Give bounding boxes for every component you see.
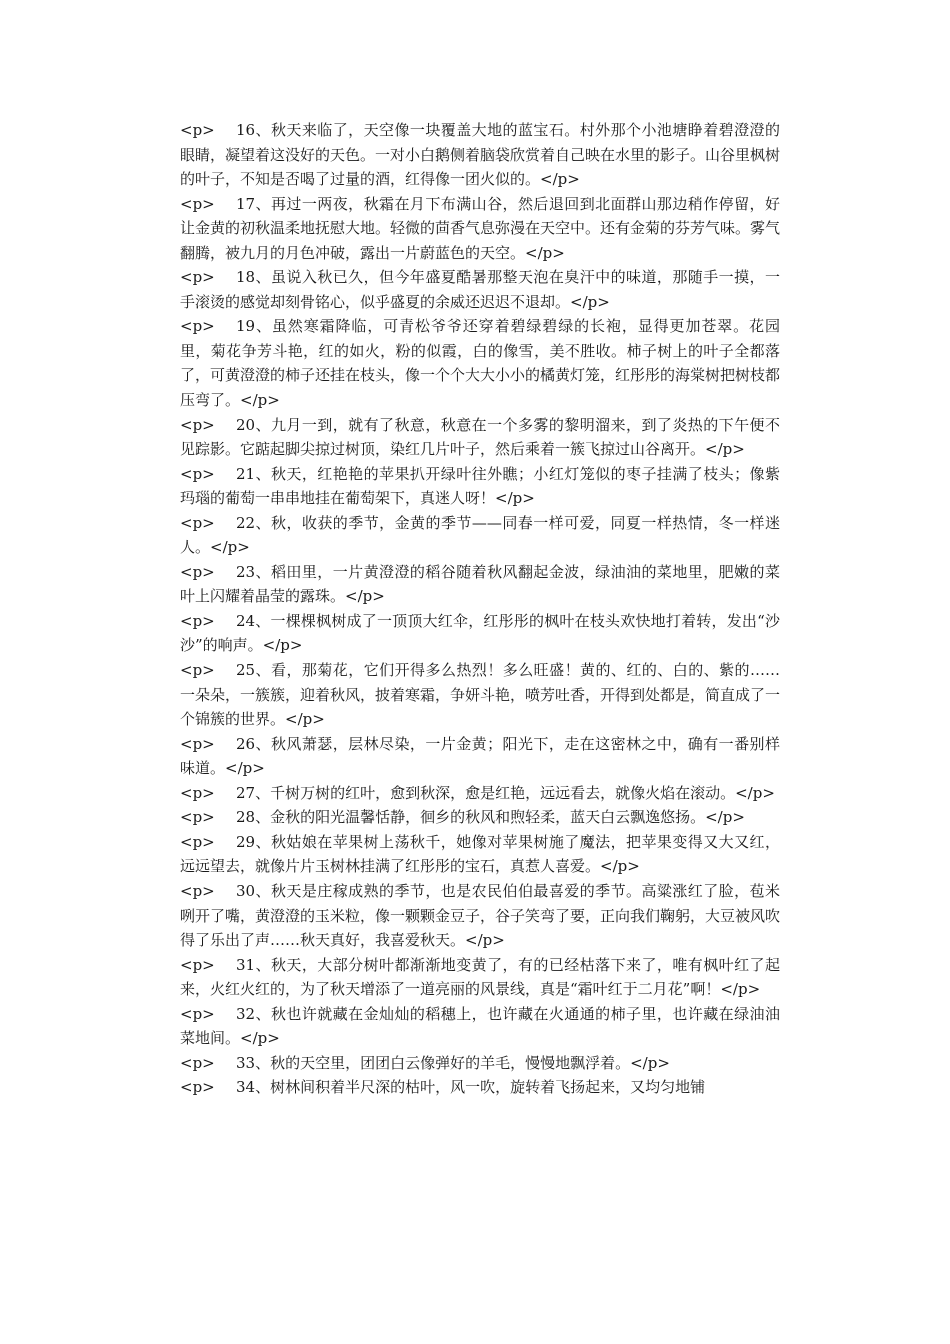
- paragraph-16: [180, 118, 780, 192]
- paragraph-text: 25、看，那菊花，它们开得多么热烈！多么旺盛！黄的、红的、白的、紫的……一朵朵，一簇簇，迎着秋风，披着寒霜，争妍斗艳，喷芳吐香，开得到处都是，简直成了一个锦簇的世界。</p>: [180, 661, 781, 729]
- paragraph-34: [180, 1075, 780, 1100]
- paragraph-open-tag: <p>: [180, 464, 215, 483]
- paragraph-open-tag: <p>: [180, 1004, 215, 1023]
- paragraph-19: [180, 314, 780, 412]
- paragraph-open-tag: <p>: [180, 808, 215, 827]
- paragraph-text: 31、秋天，大部分树叶都渐渐地变黄了，有的已经枯落下来了，唯有枫叶红了起来，火红火红的，为了秋天增添了一道亮丽的风景线，真是“霜叶红于二月花”啊！</p>: [180, 955, 780, 999]
- paragraph-31: [180, 953, 780, 1002]
- paragraph-text: 33、秋的天空里，团团白云像弹好的羊毛，慢慢地飘浮着。</p>: [236, 1053, 670, 1072]
- paragraph-23: [180, 560, 780, 609]
- paragraph-18: [180, 265, 780, 314]
- paragraph-open-tag: <p>: [180, 268, 215, 287]
- paragraph-text: 21、秋天，红艳艳的苹果扒开绿叶往外瞧；小红灯笼似的枣子挂满了枝头；像紫玛瑙的葡萄一串串地挂在葡萄架下，真迷人呀！</p>: [180, 464, 780, 508]
- paragraph-text: 27、千树万树的红叶，愈到秋深，愈是红艳，远远看去，就像火焰在滚动。</p>: [236, 783, 775, 802]
- paragraph-open-tag: <p>: [180, 611, 215, 630]
- paragraph-21: [180, 462, 780, 511]
- paragraph-text: 26、秋风萧瑟，层林尽染，一片金黄；阳光下，走在这密林之中，确有一番别样味道。</p>: [180, 734, 780, 778]
- paragraph-open-tag: <p>: [180, 832, 215, 851]
- paragraph-26: [180, 732, 780, 781]
- paragraph-text: 28、金秋的阳光温馨恬静，徊乡的秋风和煦轻柔，蓝天白云飘逸悠扬。</p>: [236, 808, 745, 827]
- paragraph-open-tag: <p>: [180, 955, 215, 974]
- paragraph-open-tag: <p>: [180, 415, 215, 434]
- paragraph-open-tag: <p>: [180, 317, 215, 336]
- paragraph-open-tag: <p>: [180, 562, 215, 581]
- paragraph-20: [180, 413, 780, 462]
- paragraph-text: 16、秋天来临了，天空像一块覆盖大地的蓝宝石。村外那个小池塘睁着碧澄澄的眼睛，凝望着这没好的天色。一对小白鹅侧着脑袋欣赏着自己映在水里的影子。山谷里枫树的叶子，不知是否喝了过量的酒，红得像一团火似的。</p>: [180, 121, 781, 189]
- paragraph-open-tag: <p>: [180, 661, 215, 680]
- paragraph-29: [180, 830, 780, 879]
- paragraph-text: 18、虽说入秋已久，但今年盛夏酷暑那整天泡在臭汗中的味道，那随手一摸，一手滚烫的感觉却刻骨铭心，似乎盛夏的余威还迟迟不退却。</p>: [180, 268, 780, 311]
- paragraph-open-tag: <p>: [180, 121, 215, 139]
- paragraph-open-tag: <p>: [180, 194, 215, 213]
- paragraph-text: 20、九月一到，就有了秋意，秋意在一个多雾的黎明溜来，到了炎热的下午便不见踪影。它踮起脚尖掠过树顶，染红几片叶子，然后乘着一簇飞掠过山谷离开。</p>: [180, 415, 780, 459]
- paragraph-33: [180, 1051, 780, 1076]
- paragraph-open-tag: <p>: [180, 1053, 215, 1072]
- paragraph-open-tag: <p>: [180, 513, 215, 532]
- paragraph-open-tag: <p>: [180, 783, 215, 802]
- paragraph-text: 34、树林间积着半尺深的枯叶，风一吹，旋转着飞扬起来，又均匀地铺: [236, 1078, 706, 1097]
- paragraph-text: 22、秋，收获的季节，金黄的季节——同春一样可爱，同夏一样热情，冬一样迷人。</p>: [180, 513, 780, 557]
- paragraph-text: 32、秋也许就藏在金灿灿的稻穗上，也许藏在火通通的柿子里，也许藏在绿油油菜地间。</p>: [180, 1004, 780, 1048]
- paragraph-24: [180, 609, 780, 658]
- paragraph-25: [180, 658, 780, 732]
- paragraph-17: [180, 192, 780, 266]
- paragraph-32: [180, 1002, 780, 1051]
- paragraph-text: 17、再过一两夜，秋霜在月下布满山谷，然后退回到北面群山那边稍作停留，好让金黄的初秋温柔地抚慰大地。轻微的茴香气息弥漫在天空中。还有金菊的芬芳气味。雾气翻腾，被九月的月色冲破，露出一片蔚蓝色的天空。</p>: [180, 194, 781, 262]
- paragraph-open-tag: <p>: [180, 881, 215, 900]
- paragraph-22: [180, 511, 780, 560]
- document-page: [180, 118, 780, 1100]
- paragraph-27: [180, 781, 780, 806]
- paragraph-30: [180, 879, 780, 953]
- paragraph-open-tag: <p>: [180, 734, 215, 753]
- paragraph-text: 19、虽然寒霜降临，可青松爷爷还穿着碧绿碧绿的长袍，显得更加苍翠。花园里，菊花争芳斗艳，红的如火，粉的似霞，白的像雪，美不胜收。柿子树上的叶子全都落了，可黄澄澄的柿子还挂在枝头，像一个个大大小小的橘黄灯笼，红彤彤的海棠树把树枝都压弯了。</p>: [180, 317, 781, 410]
- paragraph-text: 24、一棵棵枫树成了一顶顶大红伞，红彤彤的枫叶在枝头欢快地打着转，发出“沙沙”的响声。</p>: [180, 611, 780, 655]
- paragraph-text: 30、秋天是庄稼成熟的季节，也是农民伯伯最喜爱的季节。高粱涨红了脸，苞米咧开了嘴，黄澄澄的玉米粒，像一颗颗金豆子，谷子笑弯了要，正向我们鞠躬，大豆被风吹得了乐出了声……秋天真好，我喜爱秋天。</p>: [180, 881, 781, 950]
- paragraph-text: 23、稻田里，一片黄澄澄的稻谷随着秋风翻起金波，绿油油的菜地里，肥嫩的菜叶上闪耀着晶莹的露珠。</p>: [180, 562, 780, 606]
- paragraph-text: 29、秋姑娘在苹果树上荡秋千，她像对苹果树施了魔法，把苹果变得又大又红，远远望去，就像片片玉树林挂满了红彤彤的宝石，真惹人喜爱。</p>: [180, 832, 780, 876]
- paragraph-open-tag: <p>: [180, 1078, 215, 1097]
- paragraph-28: [180, 805, 780, 830]
